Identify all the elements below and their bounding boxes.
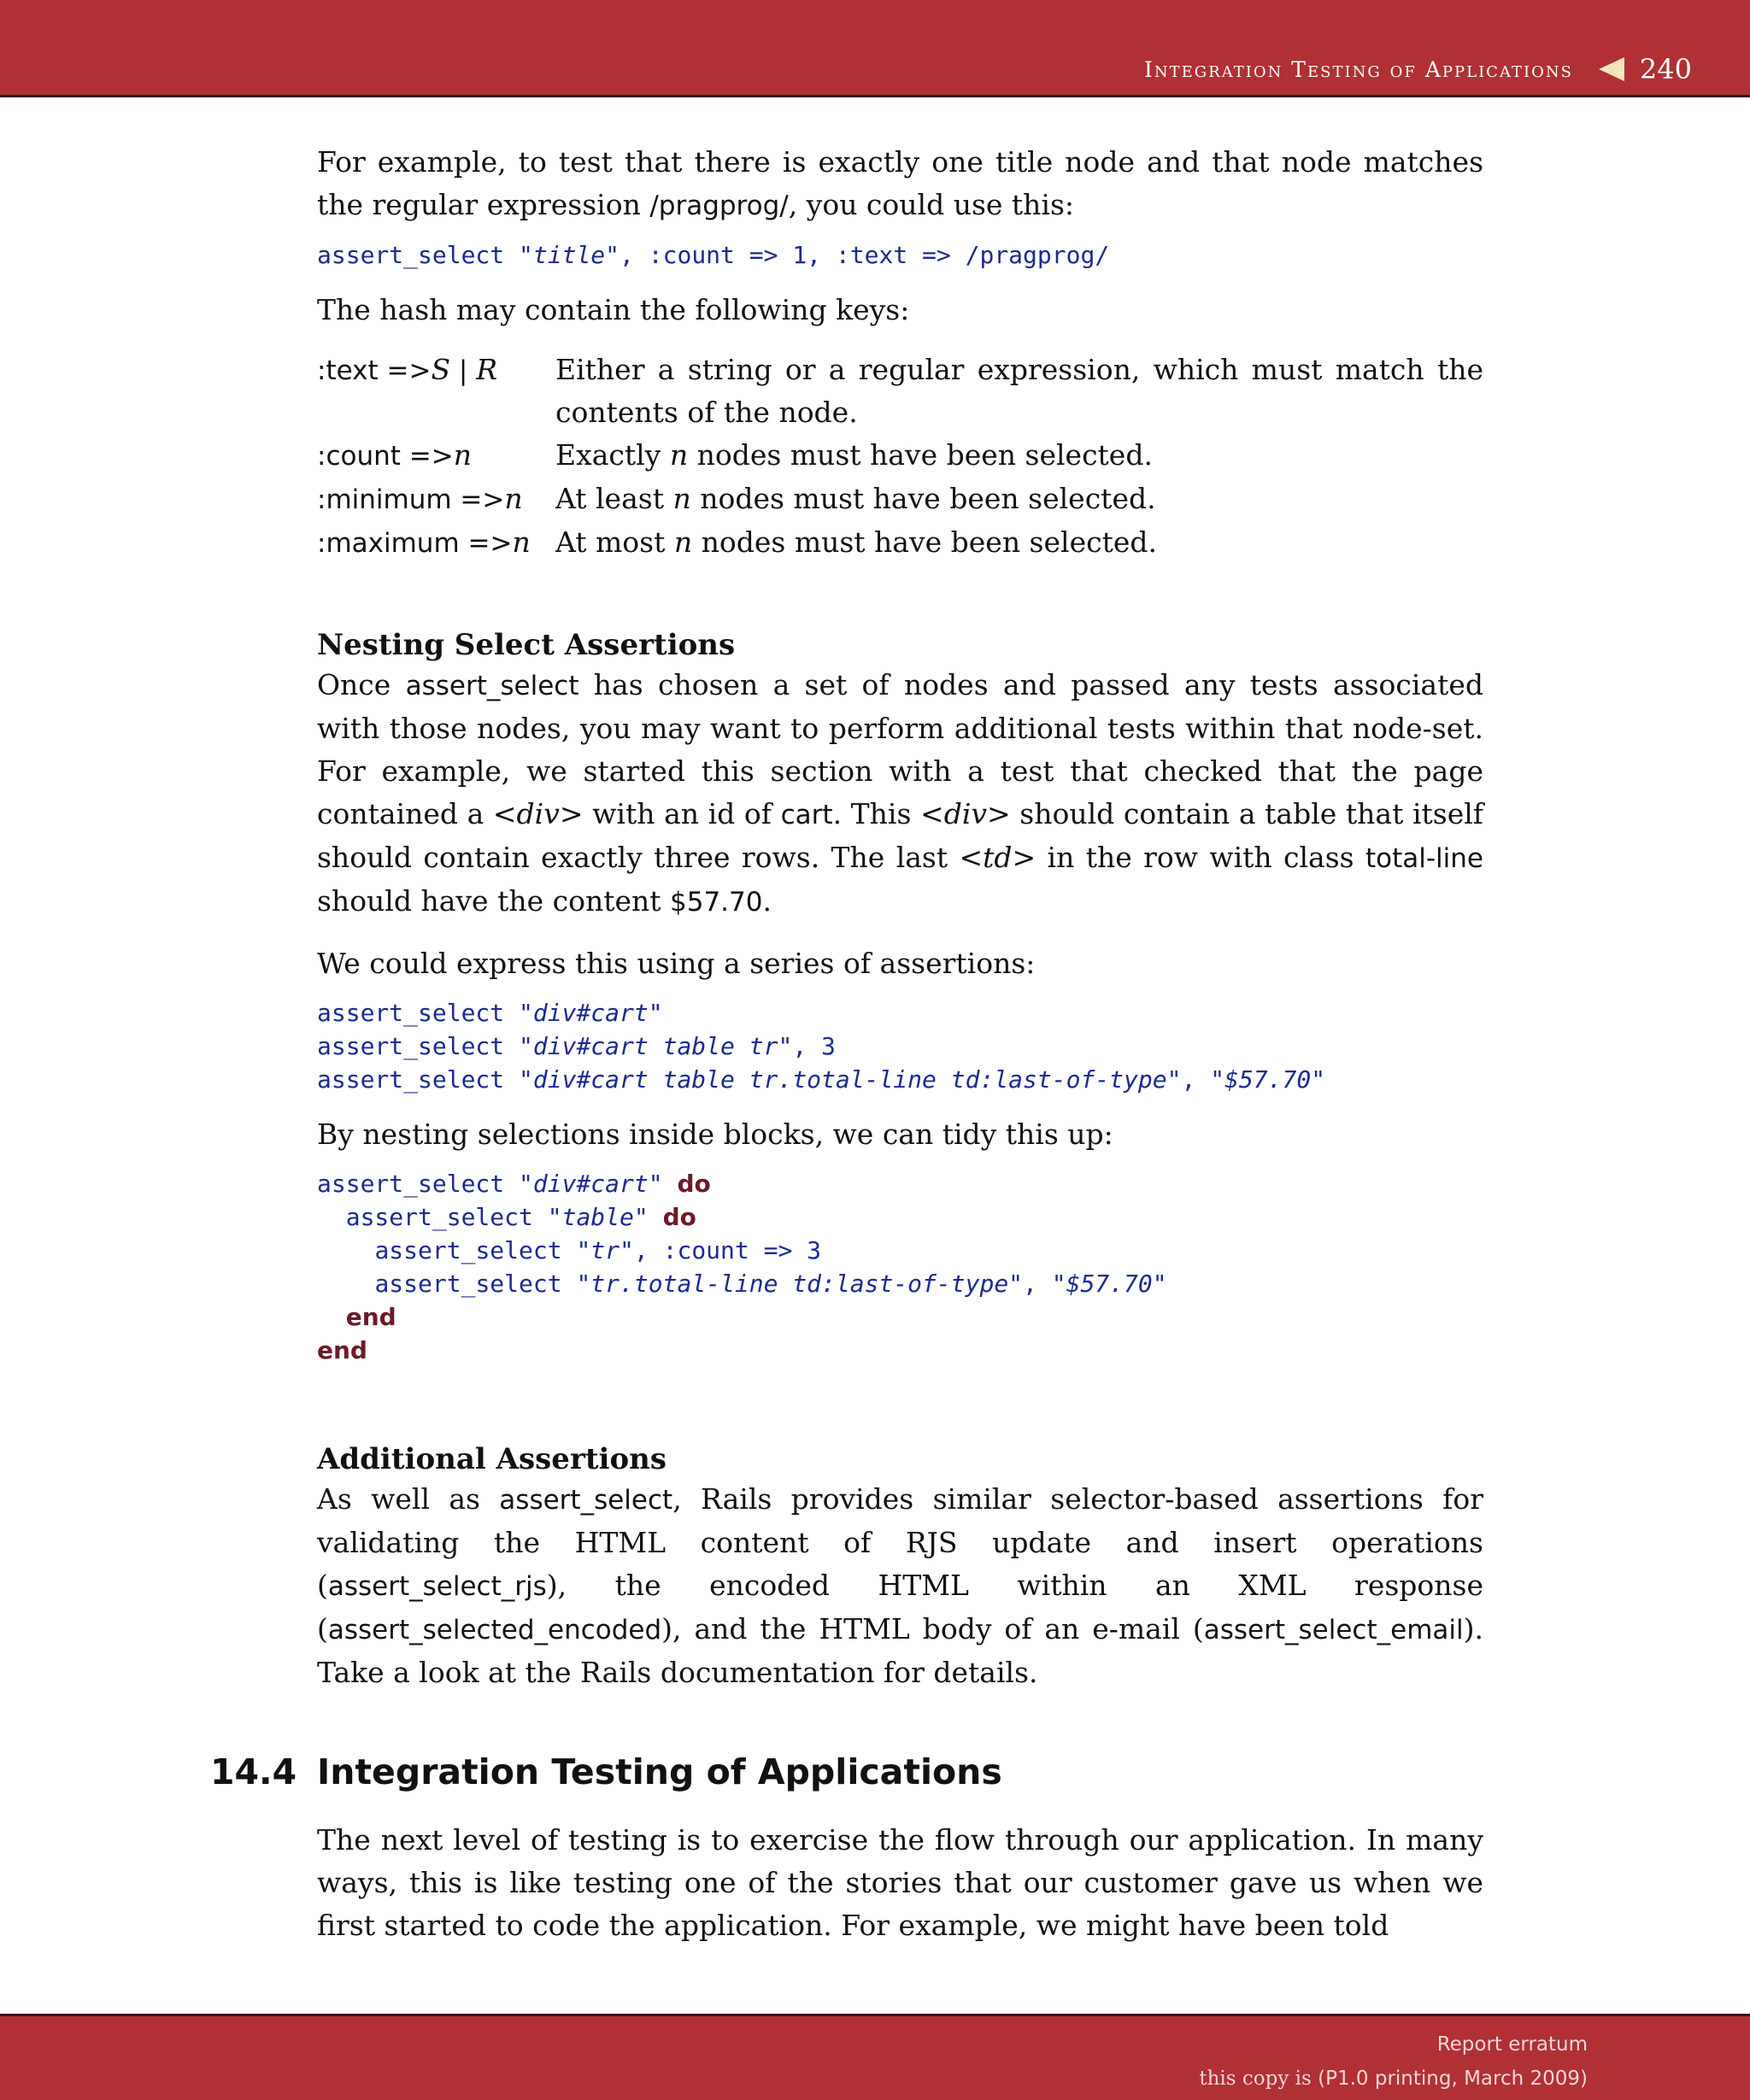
nesting-intro: By nesting selections inside blocks, we can tidy this up:: [317, 1117, 1113, 1151]
intro-paragraph: For example, to test that there is exactly one title node and that node matches the regular expression /pragprog/, you could use this:: [317, 145, 1483, 221]
page-number: 240: [1639, 53, 1692, 85]
key-term: :maximum =>n: [317, 525, 531, 559]
key-text-row: [317, 349, 1483, 434]
key-maximum-row: [317, 521, 1483, 565]
page-footer: [0, 2014, 1750, 2100]
code-example-1: assert_select "title", :count => 1, :text => /pragprog/: [317, 241, 1110, 269]
running-title-link[interactable]: Integration Testing of Applications: [1144, 56, 1573, 82]
key-term: :count =>n: [317, 438, 472, 472]
report-erratum-link[interactable]: Report erratum: [1436, 2033, 1588, 2056]
nesting-paragraph: Once assert_select has chosen a set of nodes and passed any tests associated with those nodes, you may want to perform additional tests within that node-set. For example, we started this section with a test that checked that the page contained a <div> with an id of cart. This <div> should contain a table that itself should contain exactly three rows. The last <td> in the row with class total-line should have the content $57.70.: [317, 668, 1484, 918]
hash-keys-intro: The hash may contain the following keys:: [317, 293, 910, 326]
section-title: Integration Testing of Applications: [317, 1751, 1002, 1792]
section-heading: [210, 1751, 1002, 1792]
page-content: [317, 141, 1483, 1694]
code-example-2: assert_select "div#cart" assert_select "div#cart table tr", 3 assert_select "div#cart table tr.total-line td:last-of-type", "$57.70": [317, 999, 1326, 1094]
key-description: At least n nodes must have been selected.: [555, 482, 1156, 515]
section-content: [317, 1819, 1483, 1947]
key-description: At most n nodes must have been selected.: [555, 525, 1157, 559]
section-number: 14.4: [210, 1751, 297, 1792]
key-description: Either a string or a regular expression, which must match the contents of the node.: [555, 353, 1483, 429]
additional-paragraph: As well as assert_select, Rails provides similar selector-based assertions for validating the HTML content of RJS update and insert operations (assert_select_rjs), the encoded HTML within an XML response (assert_selected_encoded), and the HTML body of an e-mail (assert_select_email). Take a look at the Rails documentation for details.: [317, 1482, 1483, 1689]
page-header: [0, 0, 1750, 97]
section-paragraph: The next level of testing is to exercise the flow through our application. In many ways, this is like testing one of the stories that our customer gave us when we first started to code the application. For example, we might have been told: [317, 1823, 1483, 1942]
back-arrow-icon[interactable]: [1599, 57, 1624, 81]
key-minimum-row: [317, 478, 1483, 521]
header-nav: [1144, 53, 1692, 85]
key-description: Exactly n nodes must have been selected.: [555, 438, 1153, 472]
key-count-row: [317, 434, 1483, 478]
nesting-heading: Nesting Select Assertions: [317, 628, 736, 662]
key-term: :text =>S | R: [317, 353, 498, 386]
series-intro: We could express this using a series of assertions:: [317, 947, 1036, 980]
additional-heading: Additional Assertions: [317, 1442, 667, 1476]
key-term: :minimum =>n: [317, 482, 523, 515]
regex-inline: /pragprog/: [649, 191, 789, 221]
code-example-3: assert_select "div#cart" do assert_select "table" do assert_select "tr", :count => 3 assert_select "tr.total-line td:last-of-type", "$57.70" end end: [317, 1170, 1167, 1364]
hash-keys-list: [317, 349, 1483, 565]
copy-info: this copy is (P1.0 printing, March 2009): [1199, 2068, 1588, 2090]
